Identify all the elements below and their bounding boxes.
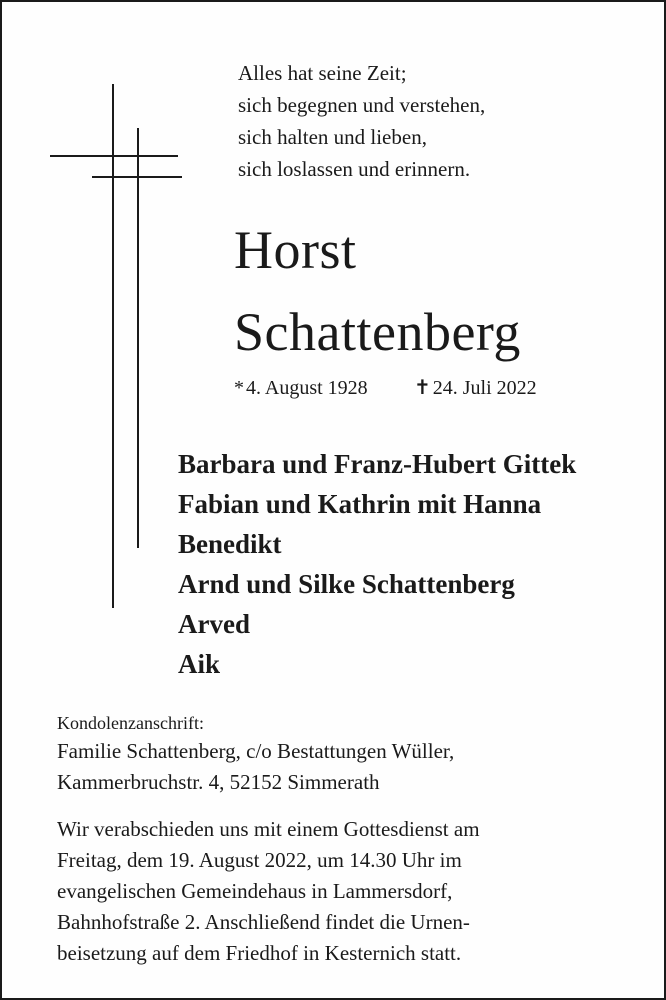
- cross-horizontal-bar: [50, 155, 178, 157]
- mourner-entry: Arved: [178, 609, 250, 639]
- service-line: Freitag, dem 19. August 2022, um 14.30 Uhr im: [57, 848, 462, 872]
- poem-line: sich loslassen und erinnern.: [238, 157, 471, 181]
- address-line: Familie Schattenberg, c/o Bestattungen Wüller,: [57, 739, 455, 763]
- condolence-label: Kondolenzanschrift:: [57, 713, 204, 733]
- cross-vertical-bar: [137, 128, 139, 548]
- cross-horizontal-bar: [92, 176, 182, 178]
- mourner-entry: Fabian und Kathrin mit Hanna: [178, 489, 542, 519]
- poem-line: Alles hat seine Zeit;: [238, 61, 407, 85]
- service-line: beisetzung auf dem Friedhof in Kesternich statt.: [57, 941, 462, 965]
- mourner-entry: Aik: [178, 649, 221, 679]
- poem-line: sich begegnen und verstehen,: [238, 93, 486, 117]
- deceased-first-name: Horst: [234, 220, 357, 280]
- death-date: 24. Juli 2022: [432, 377, 537, 399]
- service-line: Bahnhofstraße 2. Anschließend findet die Urnen-: [57, 910, 470, 934]
- condolence-address: [57, 736, 454, 798]
- birth-date-line: [234, 374, 368, 402]
- death-date-line: [414, 374, 537, 402]
- service-line: evangelischen Gemeindehaus in Lammersdorf,: [57, 879, 453, 903]
- mourner-entry: Benedikt: [178, 529, 282, 559]
- cross-vertical-bar: [112, 84, 114, 608]
- cross-icon: ✝: [414, 377, 431, 399]
- poem-line: sich halten und lieben,: [238, 125, 427, 149]
- address-line: Kammerbruchstr. 4, 52152 Simmerath: [57, 770, 380, 794]
- deceased-last-name: Schattenberg: [234, 302, 521, 362]
- poem: [238, 57, 485, 185]
- mourner-entry: Arnd und Silke Schattenberg: [178, 569, 515, 599]
- service-announcement: [57, 814, 480, 969]
- mourner-entry: Barbara und Franz-Hubert Gittek: [178, 449, 577, 479]
- star-icon: *: [234, 377, 244, 399]
- mourners-list: [178, 444, 576, 684]
- birth-date: 4. August 1928: [246, 377, 368, 399]
- service-line: Wir verabschieden uns mit einem Gottesdienst am: [57, 817, 480, 841]
